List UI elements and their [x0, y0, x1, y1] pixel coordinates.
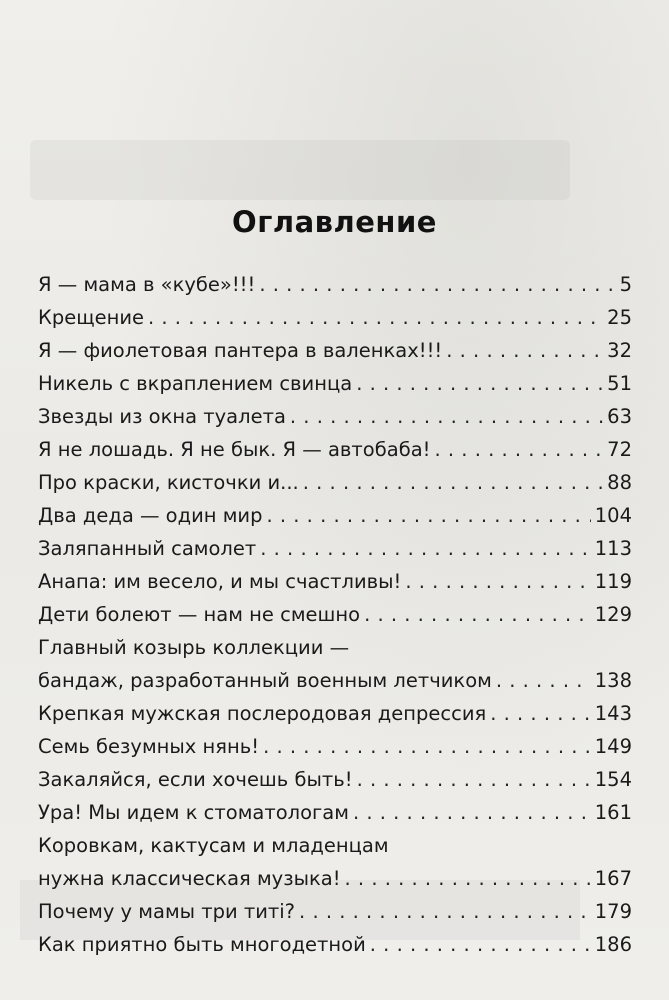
toc-entry-title: нужна классическая музыка! [38, 867, 341, 890]
toc-entry-title: Крепкая мужская послеродовая депрессия [38, 702, 487, 725]
toc-entry-page: 161 [594, 801, 632, 824]
toc-entry [38, 334, 632, 367]
dot-leader [290, 400, 603, 433]
toc-entry [38, 301, 632, 334]
toc-entry [38, 730, 632, 763]
toc-entry-title-line1: Коровкам, кактусам и младенцам [38, 834, 389, 857]
toc-entry-page: 113 [594, 537, 632, 560]
dot-leader [345, 862, 591, 895]
dot-leader [259, 268, 615, 301]
toc-entry-page: 143 [594, 702, 632, 725]
dot-leader [353, 796, 591, 829]
toc-entry [38, 598, 632, 631]
toc-entry-page: 186 [594, 933, 632, 956]
toc-entry-title: бандаж, разработанный военным летчиком [38, 669, 492, 692]
dot-leader [357, 763, 591, 796]
table-of-contents [38, 268, 632, 961]
toc-entry [38, 268, 632, 301]
toc-entry [38, 631, 632, 697]
toc-entry [38, 433, 632, 466]
toc-entry-page: 72 [607, 438, 632, 461]
toc-entry-page: 119 [594, 570, 632, 593]
toc-entry [38, 928, 632, 961]
toc-entry [38, 499, 632, 532]
toc-entry-title: Крещение [38, 306, 145, 329]
toc-entry [38, 796, 632, 829]
dot-leader [446, 334, 603, 367]
dot-leader [266, 499, 590, 532]
toc-entry-page: 88 [607, 471, 632, 494]
toc-entry-title: Я — мама в «кубе»!!! [38, 273, 256, 296]
toc-entry-title: Дети болеют — нам не смешно [38, 603, 361, 626]
toc-entry-title-line1: Главный козырь коллекции — [38, 636, 350, 659]
dot-leader [496, 664, 591, 697]
toc-entry-title: Семь безумных нянь! [38, 735, 260, 758]
toc-entry [38, 532, 632, 565]
toc-entry [38, 829, 632, 895]
toc-entry [38, 697, 632, 730]
toc-entry-title: Два деда — один мир [38, 504, 263, 527]
page-title: Оглавление [232, 205, 437, 239]
toc-entry-title: Заляпанный самолет [38, 537, 257, 560]
toc-entry-page: 63 [607, 405, 632, 428]
dot-leader [435, 433, 604, 466]
toc-entry-page: 167 [594, 867, 632, 890]
toc-entry-title: Никель с вкраплением свинца [38, 372, 353, 395]
toc-entry-page: 138 [594, 669, 632, 692]
toc-entry-title: Про краски, кисточки и... [38, 471, 299, 494]
toc-entry-title: Как приятно быть многодетной [38, 933, 366, 956]
toc-entry [38, 466, 632, 499]
toc-entry [38, 565, 632, 598]
toc-entry-page: 149 [594, 735, 632, 758]
toc-entry-page: 154 [594, 768, 632, 791]
toc-entry-title: Ура! Мы идем к стоматологам [38, 801, 349, 824]
toc-entry-title: Анапа: им весело, и мы счастливы! [38, 570, 402, 593]
toc-entry-title: Закаляйся, если хочешь быть! [38, 768, 353, 791]
dot-leader [364, 598, 591, 631]
toc-entry-page: 129 [594, 603, 632, 626]
dot-leader [370, 928, 591, 961]
toc-entry-title: Я не лошадь. Я не бык. Я — автобаба! [38, 438, 431, 461]
toc-entry-page: 104 [594, 504, 632, 527]
dot-leader [299, 895, 591, 928]
dot-leader [356, 367, 603, 400]
toc-entry-title: Звезды из окна туалета [38, 405, 286, 428]
toc-entry-page: 25 [607, 306, 632, 329]
toc-entry [38, 895, 632, 928]
toc-entry-title: Почему у мамы три титi? [38, 900, 296, 923]
dot-leader [490, 697, 591, 730]
dot-leader [148, 301, 603, 334]
toc-entry [38, 367, 632, 400]
toc-entry-page: 32 [607, 339, 632, 362]
dot-leader [303, 466, 603, 499]
dot-leader [263, 730, 591, 763]
toc-entry-page: 5 [619, 273, 632, 296]
toc-entry-page: 51 [607, 372, 632, 395]
toc-entry [38, 400, 632, 433]
toc-entry [38, 763, 632, 796]
toc-entry-page: 179 [594, 900, 632, 923]
dot-leader [405, 565, 590, 598]
dot-leader [260, 532, 591, 565]
show-through-shadow-top [30, 140, 570, 200]
toc-entry-title: Я — фиолетовая пантера в валенках!!! [38, 339, 443, 362]
